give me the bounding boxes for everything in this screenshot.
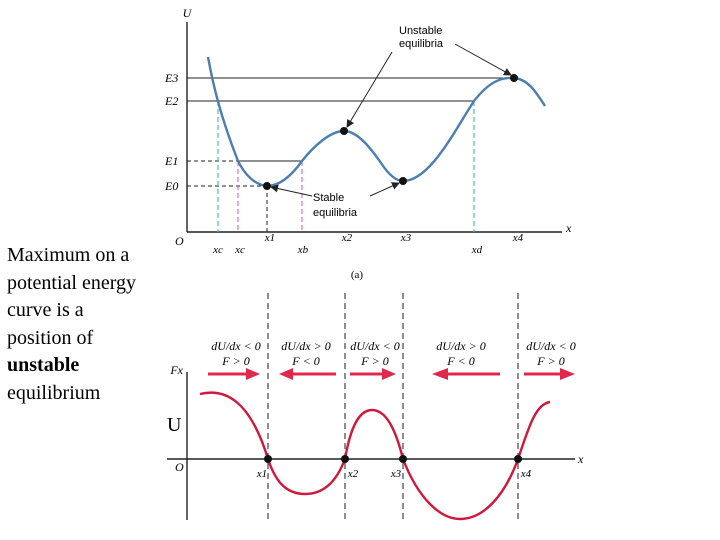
bottom-tick-x4: x4 xyxy=(520,468,532,480)
force-curve xyxy=(200,393,550,519)
bottom-tick-x1: x1 xyxy=(256,468,268,480)
force-zero-x4 xyxy=(514,455,522,463)
tick-x4: x4 xyxy=(512,232,524,244)
potential-energy-curve xyxy=(208,57,545,186)
tick-x3: x3 xyxy=(400,232,412,244)
tick-xc-inner: xc xyxy=(235,244,245,256)
stable-pointer-2 xyxy=(370,183,399,196)
unstable-point-x4 xyxy=(510,74,518,82)
bottom-tick-x2: x2 xyxy=(347,468,359,480)
force-zero-x3 xyxy=(399,455,407,463)
slide-text-line-6: equilibrium xyxy=(7,381,101,404)
region3-derivative: dU/dx < 0 xyxy=(350,339,400,353)
force-zero-x2 xyxy=(341,455,349,463)
region4-force: F < 0 xyxy=(447,354,475,368)
force-arrow-left xyxy=(432,368,500,380)
unstable-pointer-2 xyxy=(455,44,511,75)
region3-force: F > 0 xyxy=(361,354,389,368)
stable-annotation-line1: Stable xyxy=(313,192,345,204)
force-arrow-right xyxy=(350,368,396,380)
figure-caption: (a) xyxy=(350,269,364,281)
region5-derivative: dU/dx < 0 xyxy=(526,339,576,353)
top-origin-label: O xyxy=(175,234,184,248)
slide-text-line-2: potential energy xyxy=(7,271,137,294)
slide-text-line-1: Maximum on a xyxy=(7,244,130,266)
slide-text-line-3: curve is a xyxy=(7,299,84,321)
u-label: U xyxy=(167,414,182,436)
force-zero-x1 xyxy=(264,455,272,463)
tick-x2: x2 xyxy=(341,232,353,244)
force-arrow-right xyxy=(524,368,575,380)
tick-xb: xb xyxy=(297,244,309,256)
region2-derivative: dU/dx > 0 xyxy=(281,339,331,353)
tick-x1: x1 xyxy=(264,232,276,244)
region4-derivative: dU/dx > 0 xyxy=(436,339,486,353)
bottom-origin-label: O xyxy=(175,460,184,474)
e3-label: E3 xyxy=(165,71,179,85)
unstable-pointer-1 xyxy=(347,52,392,127)
unstable-annotation-line2: equilibria xyxy=(399,38,444,50)
tick-xd: xd xyxy=(471,244,483,256)
force-figure xyxy=(167,293,584,520)
tick-xc-outer: xc xyxy=(213,244,223,256)
bottom-y-axis-label: Fx xyxy=(170,363,183,377)
bottom-tick-x3: x3 xyxy=(390,468,402,480)
unstable-point-x2 xyxy=(340,127,348,135)
e1-label: E1 xyxy=(165,154,179,168)
region2-force: F < 0 xyxy=(292,354,320,368)
e0-label: E0 xyxy=(165,179,179,193)
region1-derivative: dU/dx < 0 xyxy=(211,339,261,353)
force-arrow-left xyxy=(279,368,336,380)
unstable-annotation-line1: Unstable xyxy=(399,25,443,37)
top-x-axis-label: x xyxy=(566,221,572,235)
stable-point-x3 xyxy=(399,177,407,185)
region5-force: F > 0 xyxy=(537,354,565,368)
bottom-x-axis-label: x xyxy=(578,452,584,466)
stable-pointer-1 xyxy=(271,187,312,196)
stable-point-x1 xyxy=(263,182,271,190)
stable-annotation-line2: equilibria xyxy=(313,207,358,219)
region1-force: F > 0 xyxy=(222,354,250,368)
e2-label: E2 xyxy=(165,94,179,108)
force-arrow-right xyxy=(208,368,260,380)
potential-energy-figure xyxy=(164,6,572,281)
slide-text-emphasis: unstable xyxy=(7,354,80,376)
top-y-axis-label: U xyxy=(182,6,192,20)
slide-text-line-4: position of xyxy=(7,326,94,349)
